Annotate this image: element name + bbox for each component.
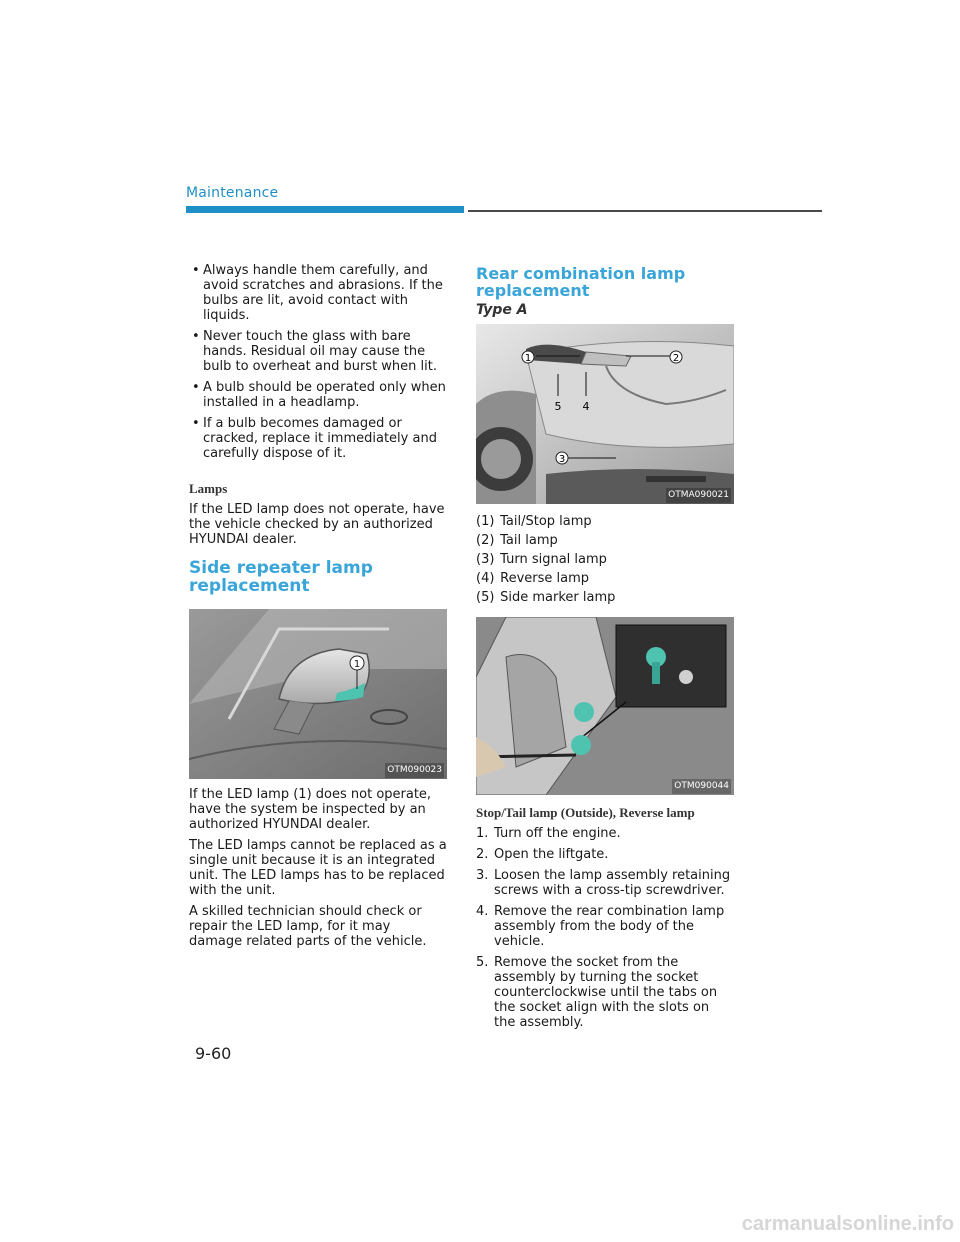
rear-car-figure bbox=[476, 324, 734, 504]
side-mirror-figure bbox=[189, 609, 447, 779]
list-item bbox=[476, 847, 734, 862]
list-item bbox=[476, 552, 734, 567]
step-number: 5. bbox=[476, 955, 489, 970]
section-header: Maintenance bbox=[186, 185, 279, 201]
list-item: • A bulb should be operated only when installed in a headlamp. bbox=[189, 380, 447, 410]
step-text: Loosen the lamp assembly retaining screws with a cross-tip screwdriver. bbox=[494, 868, 731, 898]
step-number: 4. bbox=[476, 904, 489, 919]
left-column bbox=[189, 263, 447, 955]
page-number: 9-60 bbox=[195, 1044, 232, 1063]
figure-code: OTM090023 bbox=[385, 763, 444, 778]
item-label: Reverse lamp bbox=[500, 571, 590, 586]
callout-1: 1 bbox=[524, 353, 532, 364]
list-item bbox=[476, 868, 734, 898]
step-text: Remove the socket from the assembly by turning the socket counterclockwise until the tabs on the socket align with the slots on the assembly. bbox=[494, 955, 718, 1030]
list-item bbox=[476, 955, 734, 1030]
list-item bbox=[476, 590, 734, 605]
right-column bbox=[476, 265, 734, 1036]
list-item bbox=[476, 533, 734, 548]
rear-lamp-title: Rear combination lamp replacement bbox=[476, 264, 686, 300]
list-item bbox=[476, 904, 734, 949]
type-label: Type A bbox=[476, 302, 528, 318]
step-number: 1. bbox=[476, 826, 489, 841]
header-rule-accent bbox=[186, 206, 464, 213]
caution-bullet-list bbox=[189, 263, 447, 461]
step-text: Remove the rear combination lamp assembly from the body of the vehicle. bbox=[494, 904, 725, 949]
side-paragraph: A skilled technician should check or repair the LED lamp, for it may damage related parts of the vehicle. bbox=[189, 904, 427, 949]
callout-4: 4 bbox=[582, 400, 590, 413]
callout-5: 5 bbox=[554, 400, 562, 413]
item-number: (2) bbox=[476, 533, 495, 548]
item-number: (5) bbox=[476, 590, 495, 605]
lamps-paragraph: If the LED lamp does not operate, have the vehicle checked by an authorized HYUNDAI dealer. bbox=[189, 502, 445, 547]
side-repeater-title: Side repeater lamp replacement bbox=[189, 558, 373, 596]
screw-removal-figure bbox=[476, 617, 734, 795]
callout-3: 3 bbox=[558, 454, 566, 465]
screw-removal-illustration bbox=[476, 617, 734, 795]
side-paragraph: If the LED lamp (1) does not operate, have the system be inspected by an authorized HYUNDAI dealer. bbox=[189, 787, 432, 832]
step-text: Open the liftgate. bbox=[494, 847, 609, 862]
callout-2: 2 bbox=[672, 353, 680, 364]
list-item bbox=[476, 571, 734, 586]
figure-code: OTM090044 bbox=[672, 779, 731, 794]
watermark: carmanualsonline.info bbox=[741, 1213, 954, 1235]
rear-car-illustration bbox=[476, 324, 734, 504]
header-rule bbox=[468, 210, 822, 212]
item-label: Side marker lamp bbox=[500, 590, 616, 605]
step-number: 3. bbox=[476, 868, 489, 883]
side-mirror-illustration bbox=[189, 609, 447, 779]
list-item bbox=[476, 826, 734, 841]
side-paragraph: The LED lamps cannot be replaced as a single unit because it is an integrated unit. The LED lamps has to be replaced with the unit. bbox=[189, 838, 447, 898]
item-label: Turn signal lamp bbox=[500, 552, 607, 567]
item-number: (4) bbox=[476, 571, 495, 586]
item-number: (3) bbox=[476, 552, 495, 567]
lamps-heading: Lamps bbox=[189, 481, 228, 496]
figure-code: OTMA090021 bbox=[666, 488, 731, 503]
steps-list bbox=[476, 826, 734, 1030]
item-label: Tail/Stop lamp bbox=[500, 514, 592, 529]
list-item: • If a bulb becomes damaged or cracked, replace it immediately and carefully dispose of it. bbox=[189, 416, 447, 461]
steps-heading: Stop/Tail lamp (Outside), Reverse lamp bbox=[476, 805, 695, 820]
item-number: (1) bbox=[476, 514, 495, 529]
list-item: • Never touch the glass with bare hands. Residual oil may cause the bulb to overheat and burst when lit. bbox=[189, 329, 447, 374]
item-label: Tail lamp bbox=[500, 533, 558, 548]
list-item: • Always handle them carefully, and avoid scratches and abrasions. If the bulbs are lit, avoid contact with liquids. bbox=[189, 263, 447, 323]
callout-1: 1 bbox=[353, 659, 361, 670]
list-item bbox=[476, 514, 734, 529]
step-number: 2. bbox=[476, 847, 489, 862]
step-text: Turn off the engine. bbox=[494, 826, 621, 841]
lamp-legend-list bbox=[476, 514, 734, 605]
